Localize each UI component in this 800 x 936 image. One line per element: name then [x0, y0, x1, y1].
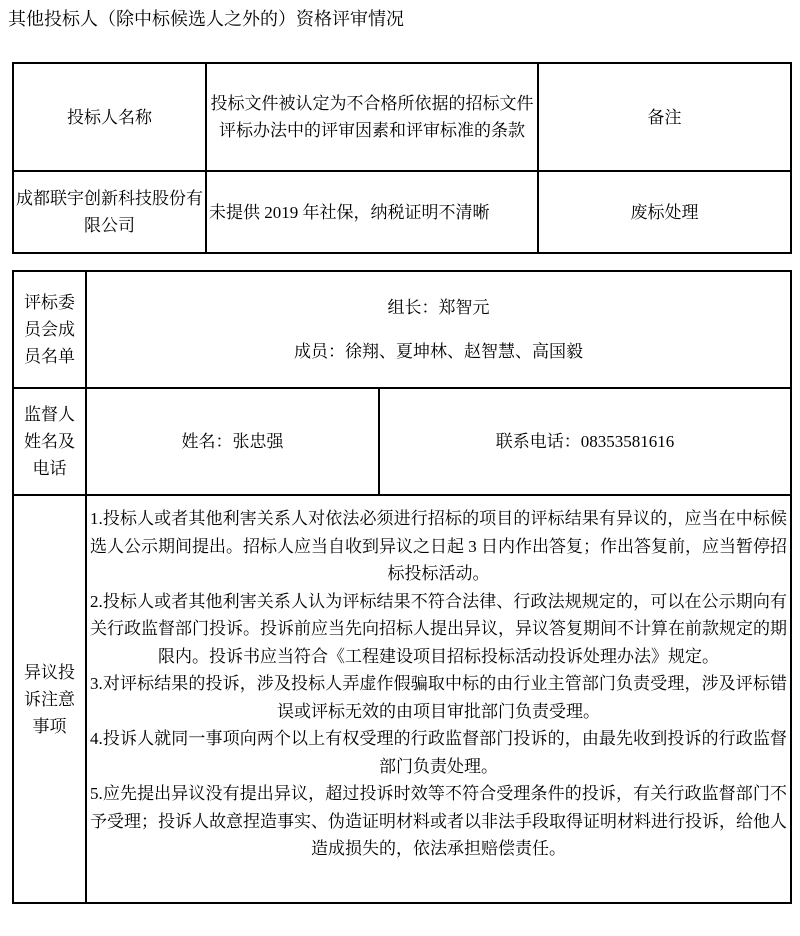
qualification-table [12, 62, 792, 254]
qualification-header-row [13, 63, 791, 171]
bidder-name-header-cell: 投标人名称 [13, 63, 206, 171]
remark-cell: 废标处理 [538, 171, 791, 253]
rejection-basis-header-cell: 投标文件被认定为不合格所依据的招标文件评标办法中的评审因素和评审标准的条款 [206, 63, 538, 171]
supervisor-name-cell: 姓名：张忠强 [86, 388, 379, 495]
committee-row [13, 271, 791, 388]
supervisor-row [13, 388, 791, 495]
evaluation-info-table [12, 270, 792, 904]
notice-item-5: 5.应先提出异议没有提出异议，超过投诉时效等不符合受理条件的投诉，有关行政监督部门不予受理；投诉人故意捏造事实、伪造证明材料或者以非法手段取得证明材料进行投诉，给他人造成损失的，依法承担赔偿责任。 [90, 784, 787, 858]
supervisor-phone-cell: 联系电话：08353581616 [379, 388, 791, 495]
committee-leader: 组长：郑智元 [387, 298, 490, 317]
notice-item-1: 1.投标人或者其他利害关系人对依法必须进行招标的项目的评标结果有异议的，应当在中标候选人公示期间提出。招标人应当自收到异议之日起 3 日内作出答复；作出答复前，应当暂停招标投标活动。 [90, 509, 787, 583]
remark-header-cell: 备注 [538, 63, 791, 171]
notice-label-cell: 异议投诉注意事项 [13, 495, 86, 903]
committee-label-cell: 评标委员会成员名单 [13, 271, 86, 388]
page-title: 其他投标人（除中标候选人之外的）资格评审情况 [8, 9, 404, 29]
notice-row [13, 495, 791, 903]
notice-item-2: 2.投标人或者其他利害关系人认为评标结果不符合法律、行政法规规定的，可以在公示期向有关行政监督部门投诉。投诉前应当先向招标人提出异议，异议答复期间不计算在前款规定的期限内。投诉书应当符合《工程建设项目招标投标活动投诉处理办法》规定。 [90, 591, 787, 666]
bidder-name-cell: 成都联宇创新科技股份有限公司 [13, 171, 206, 253]
notice-item-4: 4.投诉人就同一事项向两个以上有权受理的行政监督部门投诉的，由最先收到投诉的行政监督部门负责处理。 [90, 729, 787, 776]
supervisor-label-cell: 监督人姓名及电话 [13, 388, 86, 495]
notice-content-cell [86, 495, 791, 903]
committee-members-cell [86, 271, 791, 388]
rejection-reason-cell: 未提供 2019 年社保，纳税证明不清晰 [206, 171, 538, 253]
notice-item-3: 3.对评标结果的投诉，涉及投标人弄虚作假骗取中标的由行业主管部门负责受理，涉及评标错误或评标无效的由项目审批部门负责受理。 [90, 674, 787, 721]
table-row [13, 171, 791, 253]
committee-members: 成员：徐翔、夏坤林、赵智慧、高国毅 [294, 342, 583, 361]
